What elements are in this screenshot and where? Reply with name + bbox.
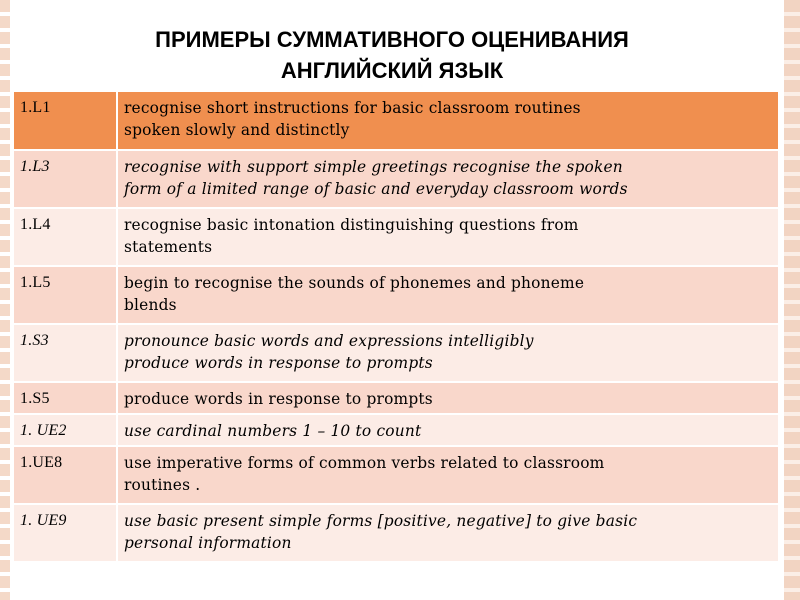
table-row bbox=[14, 382, 778, 414]
objective-code: 1. UE9 bbox=[14, 504, 117, 562]
table-row bbox=[14, 208, 778, 266]
objective-code: 1.UE8 bbox=[14, 446, 117, 504]
title-line-1: ПРИМЕРЫ СУММАТИВНОГО ОЦЕНИВАНИЯ bbox=[155, 27, 629, 52]
objective-description: recognise with support simple greetings recognise the spoken form of a limited range of basic and everyday classroom words bbox=[117, 150, 778, 208]
objective-description: recognise basic intonation distinguishing questions from statements bbox=[117, 208, 778, 266]
objective-code: 1.L5 bbox=[14, 266, 117, 324]
right-decorative-border bbox=[778, 0, 800, 600]
table-row bbox=[14, 446, 778, 504]
table-row bbox=[14, 414, 778, 446]
table-row bbox=[14, 150, 778, 208]
assessment-table bbox=[14, 92, 778, 563]
objective-description: pronounce basic words and expressions intelligibly produce words in response to prompts bbox=[117, 324, 778, 382]
objective-code: 1. UE2 bbox=[14, 414, 117, 446]
table-row bbox=[14, 504, 778, 562]
objective-code: 1.L3 bbox=[14, 150, 117, 208]
objective-description: use imperative forms of common verbs related to classroom routines . bbox=[117, 446, 778, 504]
objective-code: 1.S5 bbox=[14, 382, 117, 414]
objective-description: produce words in response to prompts bbox=[117, 382, 778, 414]
table-row bbox=[14, 324, 778, 382]
left-decorative-border bbox=[0, 0, 10, 600]
objective-description: begin to recognise the sounds of phonemes and phoneme blends bbox=[117, 266, 778, 324]
title-line-2: АНГЛИЙСКИЙ ЯЗЫК bbox=[280, 58, 504, 83]
objective-code: 1.S3 bbox=[14, 324, 117, 382]
table-row bbox=[14, 92, 778, 150]
objective-description: use basic present simple forms [positive, negative] to give basic personal information bbox=[117, 504, 778, 562]
objective-description: recognise short instructions for basic classroom routines spoken slowly and distinctly bbox=[117, 92, 778, 150]
objective-code: 1.L4 bbox=[14, 208, 117, 266]
objective-description: use cardinal numbers 1 – 10 to count bbox=[117, 414, 778, 446]
slide-title bbox=[12, 24, 772, 86]
objective-code: 1.L1 bbox=[14, 92, 117, 150]
table-row bbox=[14, 266, 778, 324]
